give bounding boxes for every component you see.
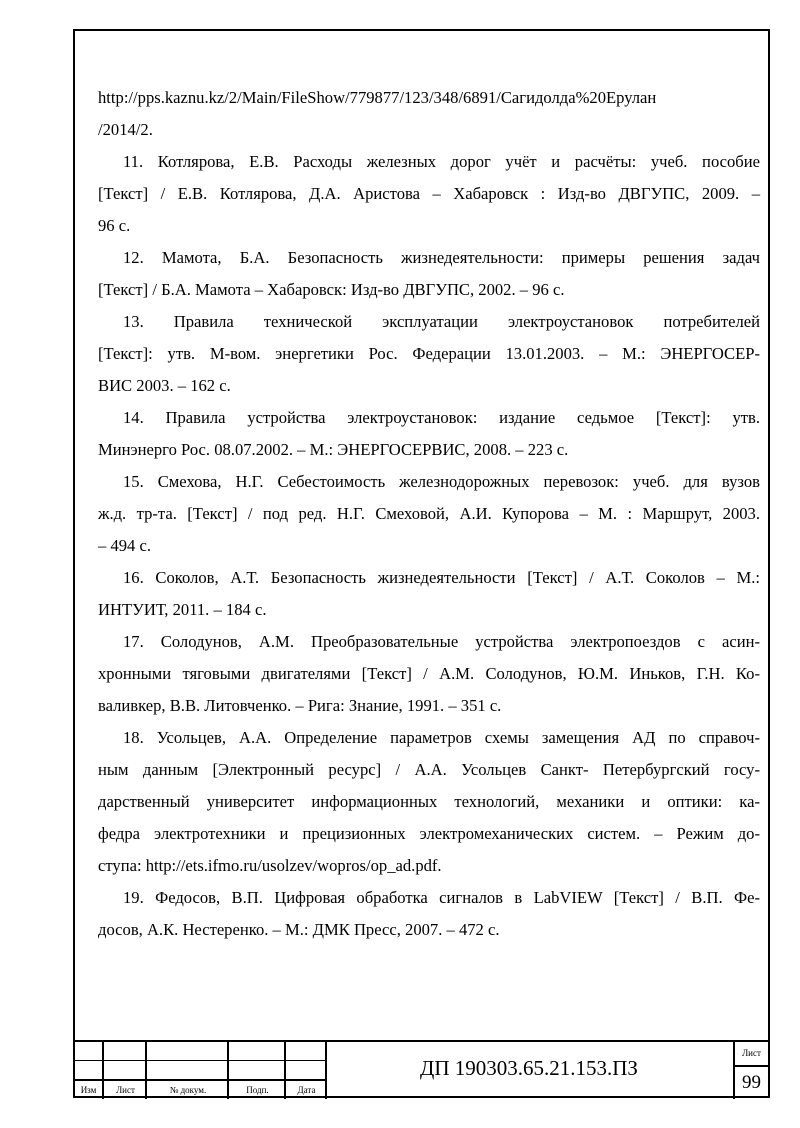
row-divider [735,1065,770,1067]
reference-line: [Текст] / Б.А. Мамота – Хабаровск: Изд-во ДВГУПС, 2002. – 96 с. [98,280,565,299]
reference-line: ж.д. тр-та. [Текст] / под ред. Н.Г. Смеховой, А.И. Купорова – М. : Маршрут, 2003. [98,504,760,523]
reference-line: 11. Котлярова, Е.В. Расходы железных дорог учёт и расчёты: учеб. пособие [123,152,760,171]
reference-line: ступа: http://ets.ifmo.ru/usolzev/wopros/op_ad.pdf. [98,856,442,875]
reference-entry [98,466,760,562]
reference-entry [98,626,760,722]
reference-entry [98,82,760,146]
row-divider [73,1060,327,1061]
label-list: Лист [116,1085,135,1095]
label-izm: Изм [80,1085,97,1095]
reference-entry [98,242,760,306]
reference-line: [Текст] / Е.В. Котлярова, Д.А. Аристова – Хабаровск : Изд-во ДВГУПС, 2009. – [98,184,760,203]
reference-entry [98,882,760,946]
label-date: Дата [297,1085,316,1095]
reference-entry [98,306,760,402]
reference-line: 16. Соколов, А.Т. Безопасность жизнедеятельности [Текст] / А.Т. Соколов – М.: [123,568,760,587]
sheet-label: Лист [742,1048,761,1058]
reference-line: ным данным [Электронный ресурс] / А.А. Усольцев Санкт- Петербургский госу- [98,760,760,779]
reference-line: федра электротехники и прецизионных электромеханических систем. – Режим до- [98,824,760,843]
reference-line: [Текст]: утв. М-вом. энергетики Рос. Федерации 13.01.2003. – М.: ЭНЕРГОСЕР- [98,344,760,363]
reference-list [98,82,760,946]
reference-line: 17. Солодунов, А.М. Преобразовательные устройства электропоездов с асин- [123,632,760,651]
reference-line: 12. Мамота, Б.А. Безопасность жизнедеятельности: примеры решения задач [123,248,760,267]
reference-line: 18. Усольцев, А.А. Определение параметров схемы замещения АД по справоч- [123,728,760,747]
reference-line: хронными тяговыми двигателями [Текст] / А.М. Солодунов, Ю.М. Иньков, Г.Н. Ко- [98,664,760,683]
reference-line: 15. Смехова, Н.Г. Себестоимость железнодорожных перевозок: учеб. для вузов [123,472,760,491]
reference-line: 13. Правила технической эксплуатации электроустановок потребителей [123,312,760,331]
reference-entry [98,402,760,466]
reference-line: ВИС 2003. – 162 с. [98,376,231,395]
row-divider [73,1079,327,1081]
document-code: ДП 190303.65.21.153.ПЗ [420,1056,638,1080]
sheet-number: 99 [742,1072,761,1093]
title-block [73,1040,770,1099]
reference-entry [98,722,760,882]
label-signature: Подп. [246,1085,269,1095]
label-doc-number: № докум. [169,1085,207,1095]
reference-line: /2014/2. [98,120,153,139]
reference-line: валивкер, В.В. Литовченко. – Рига: Знание, 1991. – 351 с. [98,696,502,715]
reference-line: http://pps.kaznu.kz/2/Main/FileShow/779877/123/348/6891/Сагидолда%20Ерулан [98,88,657,107]
reference-line: Минэнерго Рос. 08.07.2002. – М.: ЭНЕРГОСЕРВИС, 2008. – 223 с. [98,440,569,459]
reference-line: – 494 с. [98,536,151,555]
reference-line: ИНТУИТ, 2011. – 184 с. [98,600,267,619]
reference-line: 14. Правила устройства электроустановок: издание седьмое [Текст]: утв. [123,408,760,427]
reference-line: 96 с. [98,216,131,235]
reference-entry [98,562,760,626]
reference-entry [98,146,760,242]
reference-line: дарственный университет информационных технологий, механики и оптики: ка- [98,792,760,811]
reference-line: 19. Федосов, В.П. Цифровая обработка сигналов в LabVIEW [Текст] / В.П. Фе- [123,888,760,907]
reference-line: досов, А.К. Нестеренко. – М.: ДМК Пресс, 2007. – 472 с. [98,920,500,939]
